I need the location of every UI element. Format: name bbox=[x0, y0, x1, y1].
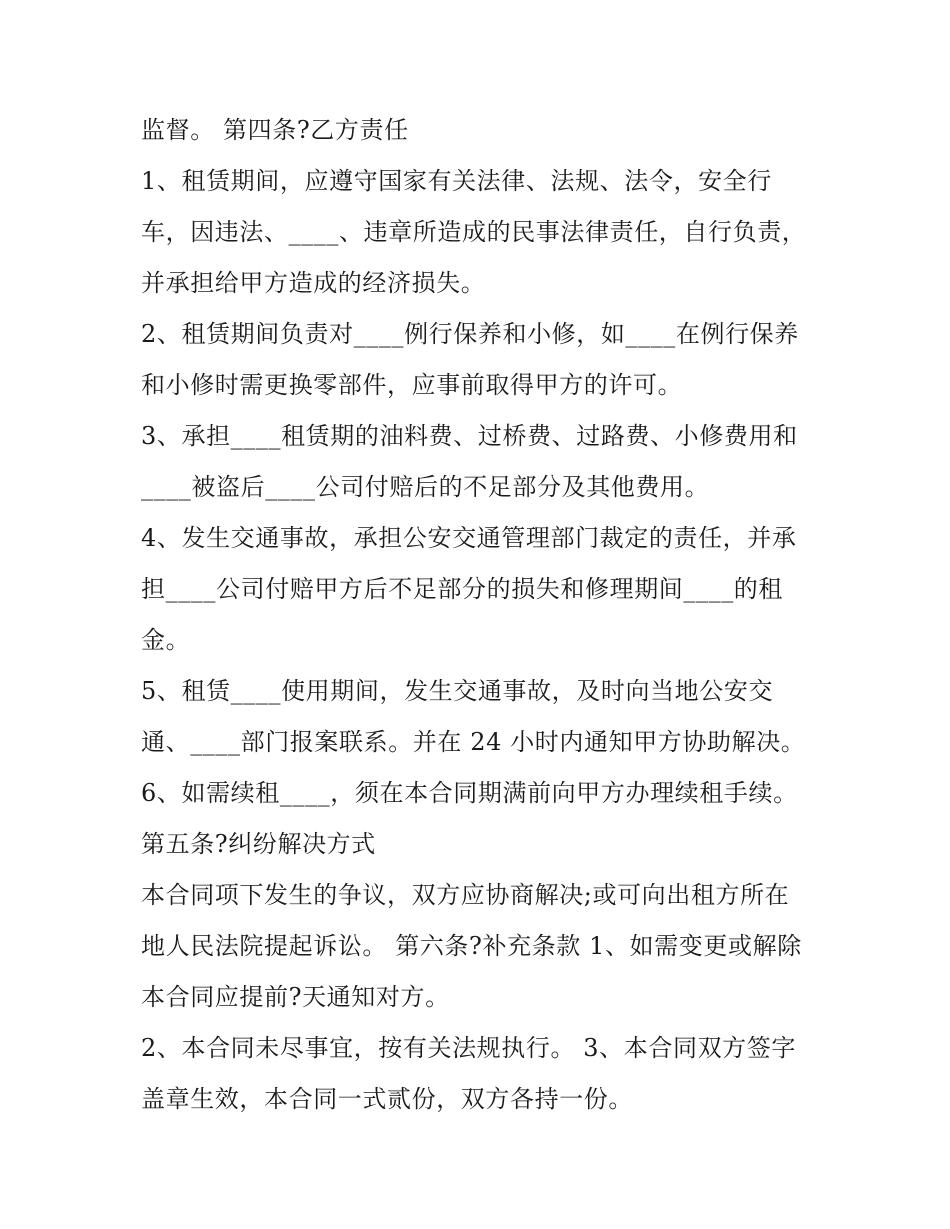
text-line: 担____公司付赔甲方后不足部分的损失和修理期间____的租 bbox=[141, 575, 783, 603]
text-line: ____被盗后____公司付赔后的不足部分及其他费用。 bbox=[141, 473, 710, 501]
text-line: 盖章生效，本合同一式贰份，双方各持一份。 bbox=[141, 1085, 633, 1113]
text-line: 本合同项下发生的争议，双方应协商解决;或可向出租方所在 bbox=[141, 881, 790, 909]
text-line: 5、租赁____使用期间，发生交通事故，及时向当地公安交 bbox=[141, 677, 774, 705]
section-heading: 第五条?纠纷解决方式 bbox=[141, 830, 376, 858]
text-line: 和小修时需更换零部件，应事前取得甲方的许可。 bbox=[141, 371, 683, 399]
document-body bbox=[141, 112, 821, 1132]
text-line: 2、租赁期间负责对____例行保养和小修，如____在例行保养 bbox=[141, 320, 799, 348]
text-line: 并承担给甲方造成的经济损失。 bbox=[141, 269, 486, 297]
text-line: 本合同应提前?天通知对方。 bbox=[141, 983, 450, 1011]
text-line: 6、如需续租____，须在本合同期满前向甲方办理续租手续。 bbox=[141, 779, 798, 807]
text-line: 车，因违法、____、违章所造成的民事法律责任，自行负责， bbox=[141, 218, 807, 246]
text-line: 金。 bbox=[141, 626, 191, 654]
text-line: 通、____部门报案联系。并在 24 小时内通知甲方协助解决。 bbox=[141, 728, 806, 756]
text-line: 1、租赁期间，应遵守国家有关法律、法规、法令，安全行 bbox=[141, 167, 772, 195]
text-line: 2、本合同未尽事宜，按有关法规执行。 3、本合同双方签字 bbox=[141, 1034, 796, 1062]
text-line: 4、发生交通事故，承担公安交通管理部门裁定的责任，并承 bbox=[141, 524, 797, 552]
text-line: 监督。 第四条?乙方责任 bbox=[141, 116, 409, 144]
text-line: 3、承担____租赁期的油料费、过桥费、过路费、小修费用和 bbox=[141, 422, 798, 450]
text-line: 地人民法院提起诉讼。 第六条?补充条款 1、如需变更或解除 bbox=[141, 932, 802, 960]
